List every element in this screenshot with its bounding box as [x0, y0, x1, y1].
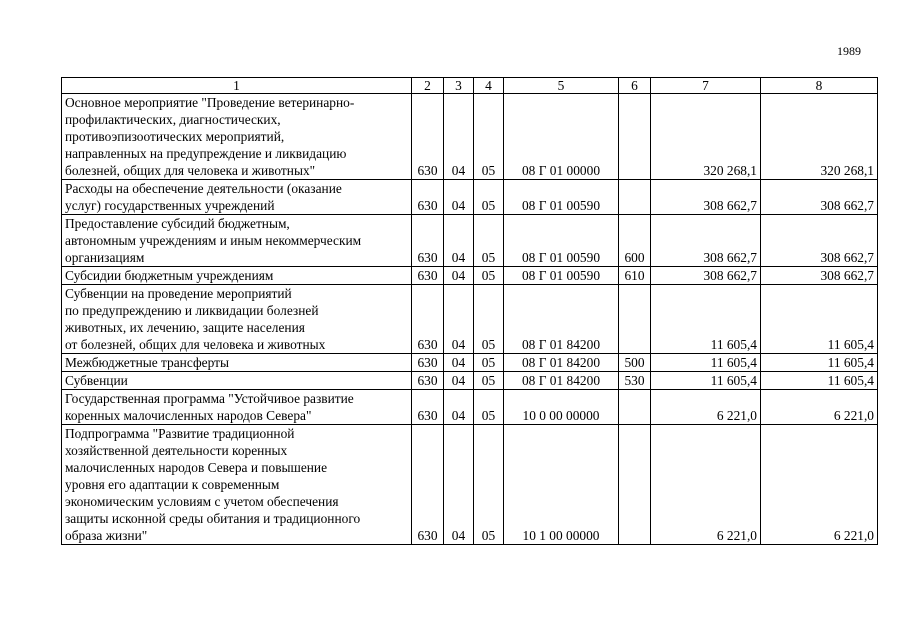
cell-ministry-code: 630 — [412, 267, 444, 285]
table-row — [62, 94, 878, 180]
cell-amount-7: 11 605,4 — [651, 354, 761, 372]
header-cell: 7 — [651, 78, 761, 94]
cell-ministry-code: 630 — [412, 285, 444, 354]
header-row — [62, 78, 878, 94]
cell-amount-7: 320 268,1 — [651, 94, 761, 180]
row-name: Субвенции на проведение мероприятий по предупреждению и ликвидации болезней животных, их лечению, защите населения от болезней, общих для человека и животных — [62, 285, 412, 354]
cell-subsection: 05 — [474, 94, 504, 180]
header-cell: 4 — [474, 78, 504, 94]
cell-amount-8: 11 605,4 — [761, 372, 878, 390]
cell-target-article: 08 Г 01 84200 — [504, 372, 619, 390]
row-name: Предоставление субсидий бюджетным, автономным учреждениям и иным некоммерческим организациям — [62, 215, 412, 267]
cell-amount-7: 11 605,4 — [651, 372, 761, 390]
cell-subsection: 05 — [474, 285, 504, 354]
cell-ministry-code: 630 — [412, 425, 444, 545]
cell-section: 04 — [444, 425, 474, 545]
cell-subsection: 05 — [474, 215, 504, 267]
table-row — [62, 285, 878, 354]
cell-amount-8: 308 662,7 — [761, 180, 878, 215]
cell-expense-type: 500 — [619, 354, 651, 372]
cell-section: 04 — [444, 285, 474, 354]
cell-section: 04 — [444, 354, 474, 372]
table-row — [62, 180, 878, 215]
table-row — [62, 215, 878, 267]
cell-amount-8: 11 605,4 — [761, 354, 878, 372]
cell-target-article: 08 Г 01 00590 — [504, 267, 619, 285]
cell-target-article: 10 1 00 00000 — [504, 425, 619, 545]
cell-ministry-code: 630 — [412, 354, 444, 372]
cell-ministry-code: 630 — [412, 180, 444, 215]
cell-expense-type — [619, 390, 651, 425]
cell-expense-type: 600 — [619, 215, 651, 267]
cell-subsection: 05 — [474, 372, 504, 390]
cell-subsection: 05 — [474, 267, 504, 285]
cell-expense-type: 530 — [619, 372, 651, 390]
cell-section: 04 — [444, 94, 474, 180]
table-row — [62, 354, 878, 372]
cell-expense-type — [619, 180, 651, 215]
cell-expense-type — [619, 425, 651, 545]
cell-section: 04 — [444, 372, 474, 390]
table-row — [62, 390, 878, 425]
row-name: Расходы на обеспечение деятельности (оказание услуг) государственных учреждений — [62, 180, 412, 215]
header-cell: 8 — [761, 78, 878, 94]
row-name: Подпрограмма "Развитие традиционной хозяйственной деятельности коренных малочисленных народов Севера и повышение уровня его адаптации к современным экономическим условиям с учетом обеспечения защиты исконной среды обитания и традиционного образа жизни" — [62, 425, 412, 545]
row-name: Субсидии бюджетным учреждениям — [62, 267, 412, 285]
row-name: Основное мероприятие "Проведение ветеринарно- профилактических, диагностических, противоэпизоотических мероприятий, направленных на предупреждение и ликвидацию болезней, общих для человека и животных" — [62, 94, 412, 180]
cell-ministry-code: 630 — [412, 215, 444, 267]
cell-target-article: 10 0 00 00000 — [504, 390, 619, 425]
cell-amount-7: 6 221,0 — [651, 425, 761, 545]
cell-section: 04 — [444, 267, 474, 285]
cell-target-article: 08 Г 01 00590 — [504, 215, 619, 267]
table-row — [62, 267, 878, 285]
cell-amount-8: 308 662,7 — [761, 267, 878, 285]
cell-expense-type — [619, 285, 651, 354]
cell-section: 04 — [444, 390, 474, 425]
cell-ministry-code: 630 — [412, 390, 444, 425]
header-cell: 3 — [444, 78, 474, 94]
cell-amount-7: 308 662,7 — [651, 180, 761, 215]
header-cell: 2 — [412, 78, 444, 94]
cell-amount-7: 11 605,4 — [651, 285, 761, 354]
cell-amount-8: 11 605,4 — [761, 285, 878, 354]
header-cell: 5 — [504, 78, 619, 94]
row-name: Межбюджетные трансферты — [62, 354, 412, 372]
cell-subsection: 05 — [474, 425, 504, 545]
table-row — [62, 372, 878, 390]
cell-amount-8: 308 662,7 — [761, 215, 878, 267]
cell-target-article: 08 Г 01 84200 — [504, 354, 619, 372]
cell-expense-type: 610 — [619, 267, 651, 285]
cell-ministry-code: 630 — [412, 372, 444, 390]
cell-amount-8: 6 221,0 — [761, 390, 878, 425]
cell-amount-8: 320 268,1 — [761, 94, 878, 180]
cell-section: 04 — [444, 180, 474, 215]
cell-subsection: 05 — [474, 180, 504, 215]
budget-table — [61, 77, 878, 545]
page-number: 1989 — [837, 44, 861, 58]
row-name: Государственная программа "Устойчивое развитие коренных малочисленных народов Севера" — [62, 390, 412, 425]
cell-amount-7: 6 221,0 — [651, 390, 761, 425]
cell-ministry-code: 630 — [412, 94, 444, 180]
cell-subsection: 05 — [474, 354, 504, 372]
header-cell: 1 — [62, 78, 412, 94]
table-row — [62, 425, 878, 545]
cell-target-article: 08 Г 01 00000 — [504, 94, 619, 180]
cell-amount-8: 6 221,0 — [761, 425, 878, 545]
header-cell: 6 — [619, 78, 651, 94]
row-name: Субвенции — [62, 372, 412, 390]
cell-amount-7: 308 662,7 — [651, 215, 761, 267]
cell-target-article: 08 Г 01 84200 — [504, 285, 619, 354]
cell-section: 04 — [444, 215, 474, 267]
cell-target-article: 08 Г 01 00590 — [504, 180, 619, 215]
cell-expense-type — [619, 94, 651, 180]
cell-amount-7: 308 662,7 — [651, 267, 761, 285]
cell-subsection: 05 — [474, 390, 504, 425]
